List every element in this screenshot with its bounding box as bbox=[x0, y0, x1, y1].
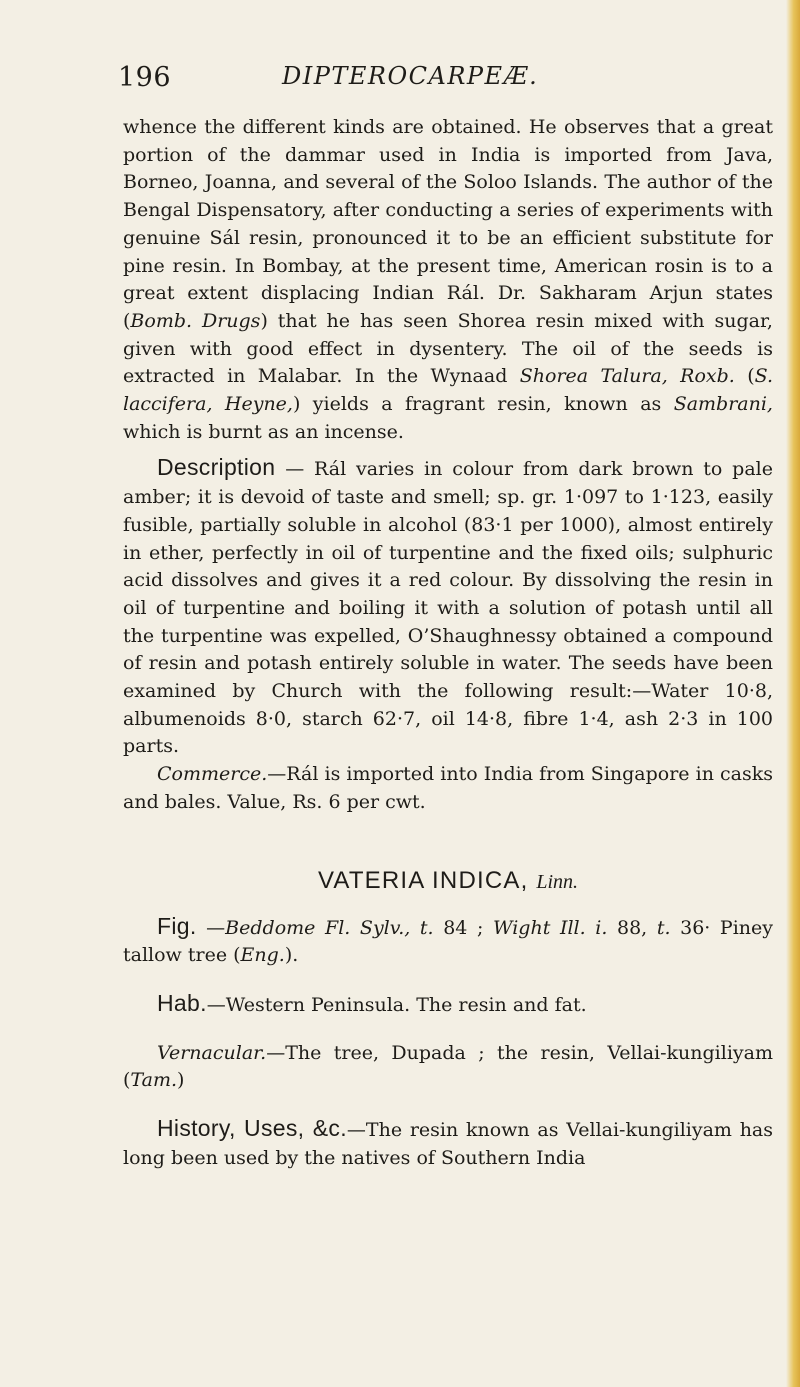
vernacular-heading: Vernacular. bbox=[157, 1041, 267, 1064]
paragraph-dammar-origin: whence the different kinds are obtained. He observes that a great portion of the dammar used in India is imported from Java, Borneo, Joanna, and several of the Soloo Islands. The author of the Bengal Dispensatory, after conducting a series of experiments with genuine Sál resin, pronounced it to be an efficient substitute for pine resin. In Bombay, at the present time, American rosin is to a great extent displacing Indian Rál. Dr. Sakharam Arjun states (Bomb. Drugs) that he has seen Shorea resin mixed with sugar, given with good effect in dysentery. The oil of the seeds is extracted in Malabar. In the Wynaad Shorea Talura, Roxb. (S. laccifera, Heyne,) yields a fragrant resin, known as Sambrani, which is burnt as an incense. bbox=[123, 116, 773, 443]
paragraph-fig: Fig. —Beddome Fl. Sylv., t. 84 ; Wight Ill. i. 88, t. 36· Piney tallow tree (Eng.). bbox=[123, 912, 774, 967]
paragraph-description: Description — Rál varies in colour from dark brown to pale amber; it is devoid of taste and smell; sp. gr. 1·097 to 1·123, easily fusible, partially soluble in alcohol (83·1 per 1000), almost entirely in ether, perfectly in oil of turpentine and the fixed oils; sulphuric acid dissolves and gives it a red colour. By dissolving the resin in oil of turpentine and boiling it with a solution of potash until all the turpentine was expelled, O’Shaughnessy obtained a compound of resin and potash entirely soluble in water. The seeds have been examined by Church with the following result:—Water 10·8, albumenoids 8·0, starch 62·7, oil 14·8, fibre 1·4, ash 2·3 in 100 parts. bbox=[123, 454, 773, 758]
hab-heading: Hab. bbox=[157, 989, 207, 1016]
paragraph-history: History, Uses, &c.—The resin known as Vellai-kungiliyam has long been used by the natives of Southern India bbox=[123, 1115, 774, 1169]
fig-heading: Fig. bbox=[157, 912, 197, 939]
page-number: 196 bbox=[118, 62, 172, 93]
page-edge-gilt bbox=[786, 0, 800, 1387]
paragraph-hab: Hab.—Western Peninsula. The resin and fat. bbox=[157, 989, 587, 1016]
section-heading-vateria-indica: VATERIA INDICA, Linn. bbox=[317, 866, 579, 894]
history-heading: History, Uses, &c. bbox=[157, 1115, 347, 1142]
page-header bbox=[118, 62, 758, 102]
description-heading: Description bbox=[157, 454, 276, 481]
paragraph-vernacular: Vernacular.—The tree, Dupada ; the resin, Vellai-kungiliyam (Tam.) bbox=[123, 1041, 773, 1092]
commerce-heading: Commerce. bbox=[157, 763, 268, 786]
running-title: DIPTEROCARPEÆ. bbox=[282, 62, 539, 90]
paragraph-commerce: Commerce.—Rál is imported into India from Singapore in casks and bales. Value, Rs. 6 per cwt. bbox=[123, 763, 773, 813]
page-body bbox=[123, 114, 773, 1173]
